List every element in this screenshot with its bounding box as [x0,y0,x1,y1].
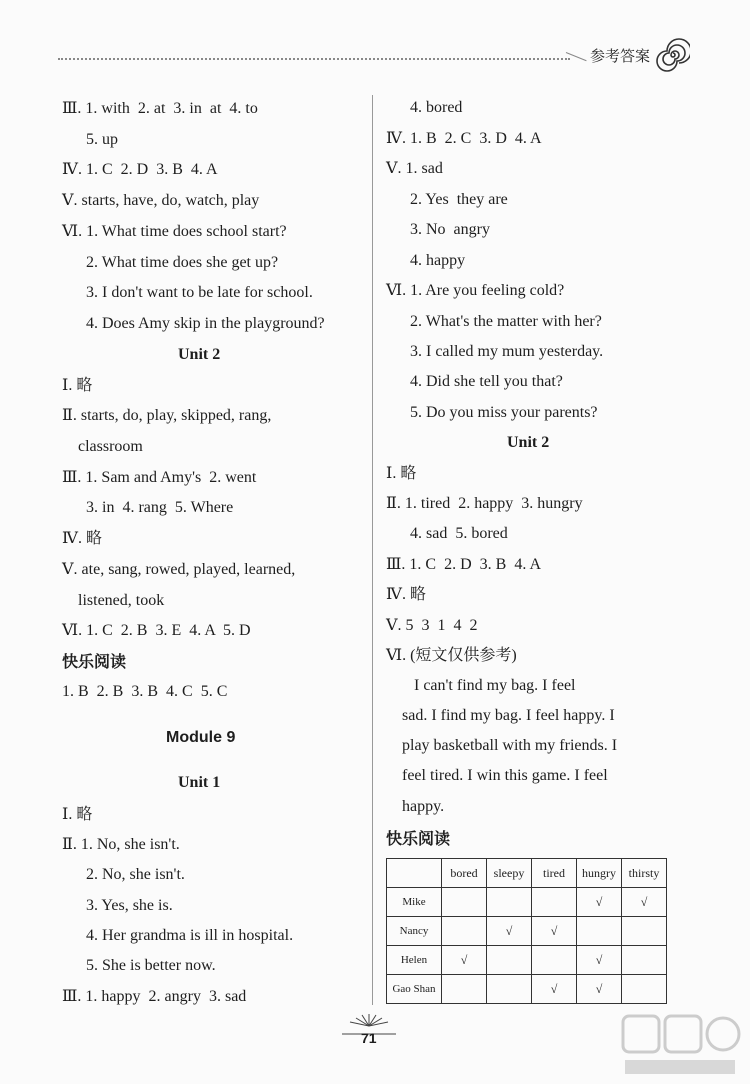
table-cell: √ [487,917,532,946]
table-cell [487,975,532,1004]
answer-line: 3. I called my mum yesterday. [386,343,604,360]
table-header-cell [387,859,442,888]
answer-line: Ⅲ. 1. with 2. at 3. in at 4. to [62,100,258,117]
answer-line: Ⅰ. 略 [62,377,93,394]
answer-line: Ⅴ. ate, sang, rowed, played, learned, [62,561,296,578]
table-header-row [387,859,667,888]
answer-line: 5. up [62,131,118,148]
table-cell [622,946,667,975]
table-row [387,975,667,1004]
feelings-table [386,858,667,1004]
table-row [387,888,667,917]
table-cell: √ [577,946,622,975]
answer-line: 3. in 4. rang 5. Where [62,499,234,516]
answer-line: 2. What's the matter with her? [386,313,602,330]
table-cell: √ [577,888,622,917]
answer-line: 4. bored [386,99,463,116]
answer-line: Ⅴ. starts, have, do, watch, play [62,192,260,209]
table-cell: √ [577,975,622,1004]
answer-line: classroom [62,438,143,455]
answer-line: 3. I don't want to be late for school. [62,284,313,301]
section-heading: 快乐阅读 [386,829,451,848]
table-header-cell: sleepy [487,859,532,888]
table-header-cell: bored [442,859,487,888]
table-cell [442,975,487,1004]
answer-line: Ⅰ. 略 [386,465,417,482]
answer-line: 3. Yes, she is. [62,897,173,914]
answer-line: 4. happy [386,252,466,269]
answer-line: Ⅳ. 1. B 2. C 3. D 4. A [386,130,542,147]
table-cell [487,888,532,917]
table-cell: √ [532,975,577,1004]
passage-line: happy. [386,798,445,815]
answer-line: 2. No, she isn't. [62,866,185,883]
answer-line: Ⅳ. 略 [62,530,102,547]
answer-line: 1. B 2. B 3. B 4. C 5. C [62,683,228,700]
answer-line: Ⅱ. starts, do, play, skipped, rang, [62,407,272,424]
answer-line: Ⅰ. 略 [62,806,93,823]
table-cell [487,946,532,975]
answer-line: Ⅳ. 1. C 2. D 3. B 4. A [62,161,218,178]
table-cell: Mike [387,888,442,917]
section-heading: 快乐阅读 [62,652,127,671]
answer-line: 5. Do you miss your parents? [386,404,598,421]
table-cell [622,917,667,946]
header-rule [58,58,570,60]
table-cell [442,888,487,917]
table-row [387,917,667,946]
answer-line: listened, took [62,592,165,609]
table-cell [622,975,667,1004]
table-cell: Gao Shan [387,975,442,1004]
table-cell [532,946,577,975]
table-cell: √ [622,888,667,917]
spiral-icon [656,38,690,72]
section-heading: Unit 1 [178,774,221,791]
table-cell: Nancy [387,917,442,946]
answer-line: Ⅵ. 1. C 2. B 3. E 4. A 5. D [62,622,251,639]
answer-line: Ⅴ. 1. sad [386,160,443,177]
page-number: 71 [361,1030,377,1046]
answer-line: Ⅲ. 1. C 2. D 3. B 4. A [386,556,541,573]
watermark-logo [615,1010,745,1080]
table-cell [442,917,487,946]
passage-line: sad. I find my bag. I feel happy. I [386,707,615,724]
answer-line: 2. What time does she get up? [62,254,279,271]
answer-line: Ⅱ. 1. No, she isn't. [62,836,180,853]
answer-line: Ⅵ. 1. What time does school start? [62,223,287,240]
answer-line: Ⅵ. 1. Are you feeling cold? [386,282,565,299]
answer-line: Ⅱ. 1. tired 2. happy 3. hungry [386,495,583,512]
section-heading: Unit 2 [178,346,221,363]
table-cell [577,917,622,946]
answer-line: Ⅳ. 略 [386,586,426,603]
table-cell [532,888,577,917]
passage-line: feel tired. I win this game. I feel [386,767,608,784]
column-divider [372,95,373,1005]
module-heading: Module 9 [166,729,236,746]
answer-line: 2. Yes they are [386,191,508,208]
answer-line: 4. sad 5. bored [386,525,508,542]
answer-line: 4. Does Amy skip in the playground? [62,315,325,332]
answer-line: 4. Did she tell you that? [386,373,563,390]
answer-line: 3. No angry [386,221,490,238]
answer-line: Ⅵ. (短文仅供参考) [386,647,517,664]
answer-line: Ⅴ. 5 3 1 4 2 [386,617,478,634]
answer-line: 4. Her grandma is ill in hospital. [62,927,294,944]
passage-line: play basketball with my friends. I [386,737,618,754]
answer-line: Ⅲ. 1. happy 2. angry 3. sad [62,988,247,1005]
answer-line: 5. She is better now. [62,957,216,974]
passage-line: I can't find my bag. I feel [386,677,576,694]
section-heading: Unit 2 [507,434,550,451]
answer-line: Ⅲ. 1. Sam and Amy's 2. went [62,469,257,486]
table-header-cell: hungry [577,859,622,888]
table-row [387,946,667,975]
table-header-cell: thirsty [622,859,667,888]
table-cell: √ [442,946,487,975]
table-cell: Helen [387,946,442,975]
table-cell: √ [532,917,577,946]
header-title: 参考答案 [590,47,651,65]
table-header-cell: tired [532,859,577,888]
